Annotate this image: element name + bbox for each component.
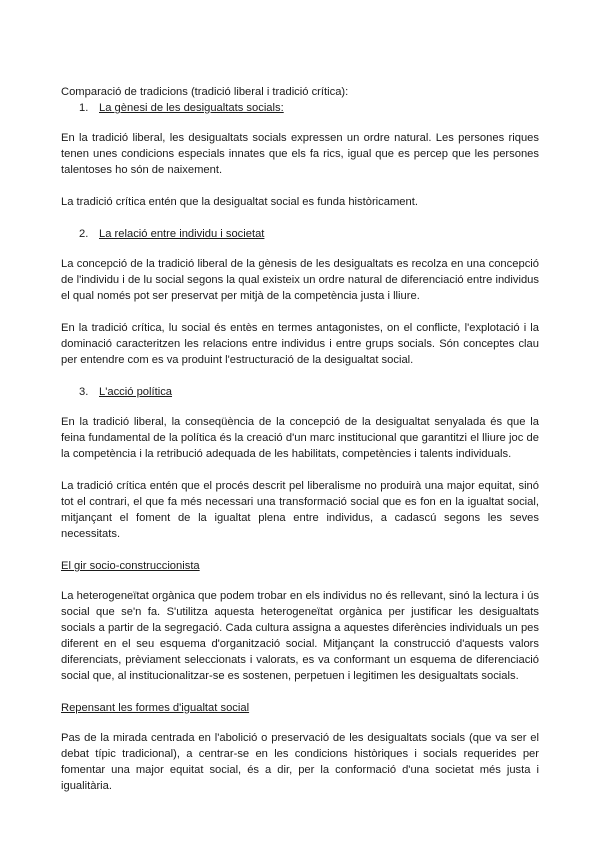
- paragraph: La concepció de la tradició liberal de la gènesis de les desigualtats es recolza en una concepció de l'individu i de lu social segons la qual existeix un ordre natural de diferenciació entre individus el qual només pot ser preservat per mitjà de la competència justa i lliure.: [61, 258, 539, 302]
- section-number: 3.: [79, 386, 89, 398]
- paragraph: La tradició crítica entén que la desigualtat social es funda històricament.: [61, 196, 418, 208]
- section-number: 1.: [79, 102, 89, 114]
- paragraph: En la tradició liberal, les desigualtats socials expressen un ordre natural. Les persones riques tenen unes condicions especials innates que els fa rics, igual que es percep que les persones talentoses ho són de naixement.: [61, 132, 539, 176]
- section-3-heading: [79, 384, 539, 400]
- intro-line: Comparació de tradicions (tradició liberal i tradició crítica):: [61, 86, 349, 98]
- paragraph: La tradició crítica entén que el procés descrit pel liberalisme no produirà una major equitat, sinó tot el contrari, el que fa més necessari una transformació social que es fon en la igualtat social, mitjançant el foment de la igualtat plena entre individus, a cadascú segons les seves necessitats.: [61, 480, 539, 540]
- section-title: L'acció política: [99, 386, 173, 398]
- document-page: [61, 84, 539, 810]
- repensant-heading: Repensant les formes d'igualtat social: [61, 702, 250, 714]
- section-title: La relació entre individu i societat: [99, 228, 265, 240]
- gir-heading: El gir socio-construccionista: [61, 560, 200, 572]
- paragraph: La heterogeneïtat orgànica que podem trobar en els individus no és rellevant, sinó la lectura i ús social que se'n fa. S'utilitza aquesta heterogeneïtat orgànica per justificar les desigualtats socials a partir de la segregació. Cada cultura assigna a aquestes diferències individuals un pes diferent en el seu esquema d'organització social. Mitjançant la construcció d'aquests valors diferenciats, prèviament seleccionats i valorats, es va conformant un esquema de diferenciació social que, al institucionalitzar-se es sostenen, perpetuen i legitimen les desigualtats socials.: [61, 590, 539, 682]
- paragraph: Pas de la mirada centrada en l'abolició o preservació de les desigualtats socials (que va ser el debat típic tradicional), a centrar-se en les condicions històriques i socials requerides per fomentar una major equitat social, és a dir, per la conformació d'una societat més justa i igualitària.: [61, 732, 539, 792]
- paragraph: En la tradició liberal, la conseqüència de la concepció de la desigualtat senyalada és que la feina fundamental de la política és la creació d'un marc institucional que garantitzi el lliure joc de la competència i la retribució adequada de les habilitats, competències i talents individuals.: [61, 416, 539, 460]
- paragraph: En la tradició crítica, lu social és entès en termes antagonistes, on el conflicte, l'explotació i la dominació caracteritzen les relacions entre individus i entre grups socials. Són conceptes clau per entendre com es va produint l'estructuració de la desigualtat social.: [61, 322, 539, 366]
- section-1-heading: [79, 100, 539, 116]
- section-number: 2.: [79, 228, 89, 240]
- section-title: La gènesi de les desigualtats socials:: [99, 102, 284, 114]
- section-2-heading: [79, 226, 539, 242]
